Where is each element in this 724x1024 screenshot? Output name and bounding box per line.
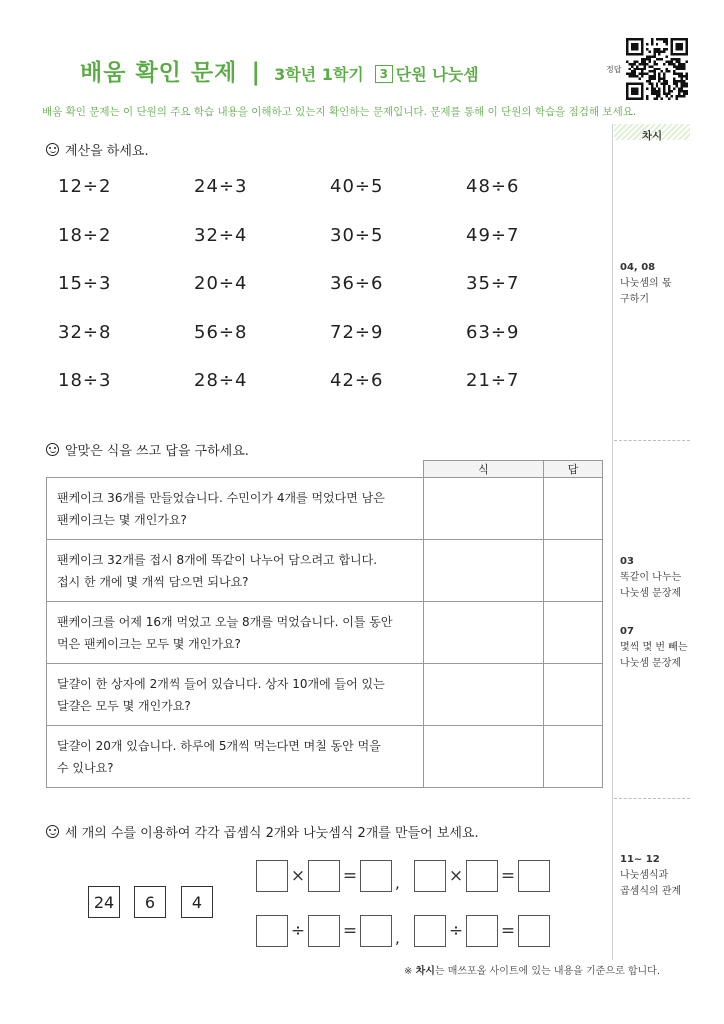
division-problem: 18÷2: [58, 224, 112, 246]
division-problem: 32÷8: [58, 321, 112, 343]
smile-icon: [46, 825, 59, 838]
blank-answer-box[interactable]: [518, 860, 550, 892]
division-problem: 28÷4: [194, 370, 248, 391]
sidebar-lesson-3: 07 몇씩 몇 번 빼는 나눗셈 문장제: [620, 626, 688, 669]
blank-answer-box[interactable]: [256, 860, 288, 892]
division-problem: 24÷3: [194, 176, 248, 197]
expression-answer-cell[interactable]: [424, 602, 544, 664]
divide-sign: ÷: [448, 921, 464, 941]
page-header: [80, 54, 479, 87]
intro-text: 배움 확인 문제는 이 단원의 주요 학습 내용을 이해하고 있는지 확인하는 문제입니다. 문제를 통해 이 단원의 학습을 점검해 보세요.: [42, 106, 637, 118]
sidebar-heading: 차시: [614, 124, 690, 140]
title-separator: |: [251, 58, 261, 86]
page-title: 배움 확인 문제: [80, 60, 238, 86]
expression-answer-cell[interactable]: [424, 664, 544, 726]
table-row: [47, 664, 603, 726]
blank-answer-box[interactable]: [518, 915, 550, 947]
given-number-box: 24: [88, 886, 120, 918]
sidebar-lesson-2: 03 똑같이 나누는 나눗셈 문장제: [620, 556, 682, 599]
table-row: [47, 726, 603, 788]
expression-answer-cell[interactable]: [424, 726, 544, 788]
table-header-row: [47, 461, 603, 478]
answer-label: 정답: [606, 65, 622, 74]
division-problem: 49÷7: [466, 224, 520, 246]
equals-sign: =: [500, 866, 516, 886]
table-header-blank: [47, 461, 424, 478]
answer-cell[interactable]: [544, 602, 603, 664]
comma: ,: [395, 874, 400, 892]
column-header-dap: 답: [544, 461, 603, 478]
divide-sign: ÷: [290, 921, 306, 941]
smile-icon: [46, 143, 59, 156]
multiply-sign: ×: [448, 866, 464, 886]
sidebar-dashed-divider: [614, 440, 690, 441]
footnote: ※ 차시는 매쓰포올 사이트에 있는 내용을 기준으로 합니다.: [404, 966, 661, 977]
answer-cell[interactable]: [544, 478, 603, 540]
equals-sign: =: [500, 921, 516, 941]
unit-name: 단원 나눗셈: [395, 65, 479, 84]
division-problem: 40÷5: [330, 176, 384, 197]
division-problem: 35÷7: [466, 273, 520, 294]
word-problem-text: 팬케이크 32개를 접시 8개에 똑같이 나누어 담으려고 합니다. 접시 한 개에 몇 개씩 담으면 되나요?: [47, 540, 424, 602]
table-row: [47, 540, 603, 602]
division-problem: 21÷7: [466, 370, 520, 391]
table-row: [47, 478, 603, 540]
section-2-heading: 알맞은 식을 쓰고 답을 구하세요.: [46, 440, 249, 459]
division-problem: 18÷3: [58, 370, 112, 391]
division-equations-row: [256, 915, 550, 947]
column-header-sik: 식: [424, 461, 544, 478]
expression-answer-cell[interactable]: [424, 540, 544, 602]
division-problem: 20÷4: [194, 273, 248, 294]
table-row: [47, 602, 603, 664]
smile-icon: [46, 443, 59, 456]
unit-subtitle: [274, 62, 479, 85]
division-problem: 56÷8: [194, 321, 248, 343]
division-problem: 15÷3: [58, 273, 112, 294]
word-problem-table: [46, 460, 603, 788]
division-problem-grid: [58, 176, 602, 419]
division-problem: 72÷9: [330, 321, 384, 343]
division-problem: 48÷6: [466, 176, 520, 197]
division-problem: 42÷6: [330, 370, 384, 391]
expression-answer-cell[interactable]: [424, 478, 544, 540]
blank-answer-box[interactable]: [414, 915, 446, 947]
given-number-box: 4: [181, 886, 213, 918]
unit-number-box: 3: [375, 65, 393, 83]
section-1-heading: 계산을 하세요.: [46, 140, 149, 159]
blank-answer-box[interactable]: [360, 915, 392, 947]
word-problem-text: 달걀이 한 상자에 2개씩 들어 있습니다. 상자 10개에 들어 있는 달걀은 모두 몇 개인가요?: [47, 664, 424, 726]
division-problem: 12÷2: [58, 176, 112, 197]
sidebar-dashed-divider: [614, 798, 690, 799]
blank-answer-box[interactable]: [414, 860, 446, 892]
sidebar-lesson-4: 11~ 12 나눗셈식과 곱셈식의 관계: [620, 854, 682, 897]
blank-answer-box[interactable]: [308, 915, 340, 947]
division-problem: 63÷9: [466, 321, 520, 343]
grade-label: 3학년 1학기: [274, 65, 364, 84]
answer-cell[interactable]: [544, 664, 603, 726]
blank-answer-box[interactable]: [308, 860, 340, 892]
division-problem: 32÷4: [194, 224, 248, 246]
blank-answer-box[interactable]: [360, 860, 392, 892]
answer-cell[interactable]: [544, 540, 603, 602]
multiplication-equations-row: [256, 860, 550, 892]
word-problem-text: 팬케이크를 어제 16개 먹었고 오늘 8개를 먹었습니다. 이틀 동안 먹은 팬케이크는 모두 몇 개인가요?: [47, 602, 424, 664]
answer-cell[interactable]: [544, 726, 603, 788]
equals-sign: =: [342, 866, 358, 886]
given-number-box: 6: [134, 886, 166, 918]
blank-answer-box[interactable]: [466, 915, 498, 947]
word-problem-text: 달걀이 20개 있습니다. 하루에 5개씩 먹는다면 며칠 동안 먹을 수 있나요?: [47, 726, 424, 788]
blank-answer-box[interactable]: [256, 915, 288, 947]
section-3-heading: 세 개의 수를 이용하여 각각 곱셈식 2개와 나눗셈식 2개를 만들어 보세요.: [46, 822, 479, 841]
word-problem-text: 팬케이크 36개를 만들었습니다. 수민이가 4개를 먹었다면 남은 팬케이크는 몇 개인가요?: [47, 478, 424, 540]
blank-answer-box[interactable]: [466, 860, 498, 892]
division-problem: 30÷5: [330, 224, 384, 246]
sidebar-divider: [612, 124, 613, 960]
equals-sign: =: [342, 921, 358, 941]
multiply-sign: ×: [290, 866, 306, 886]
qr-code-icon[interactable]: [626, 38, 688, 100]
sidebar-lesson-1: 04, 08 나눗셈의 몫 구하기: [620, 262, 672, 305]
comma: ,: [395, 929, 400, 947]
division-problem: 36÷6: [330, 273, 384, 294]
